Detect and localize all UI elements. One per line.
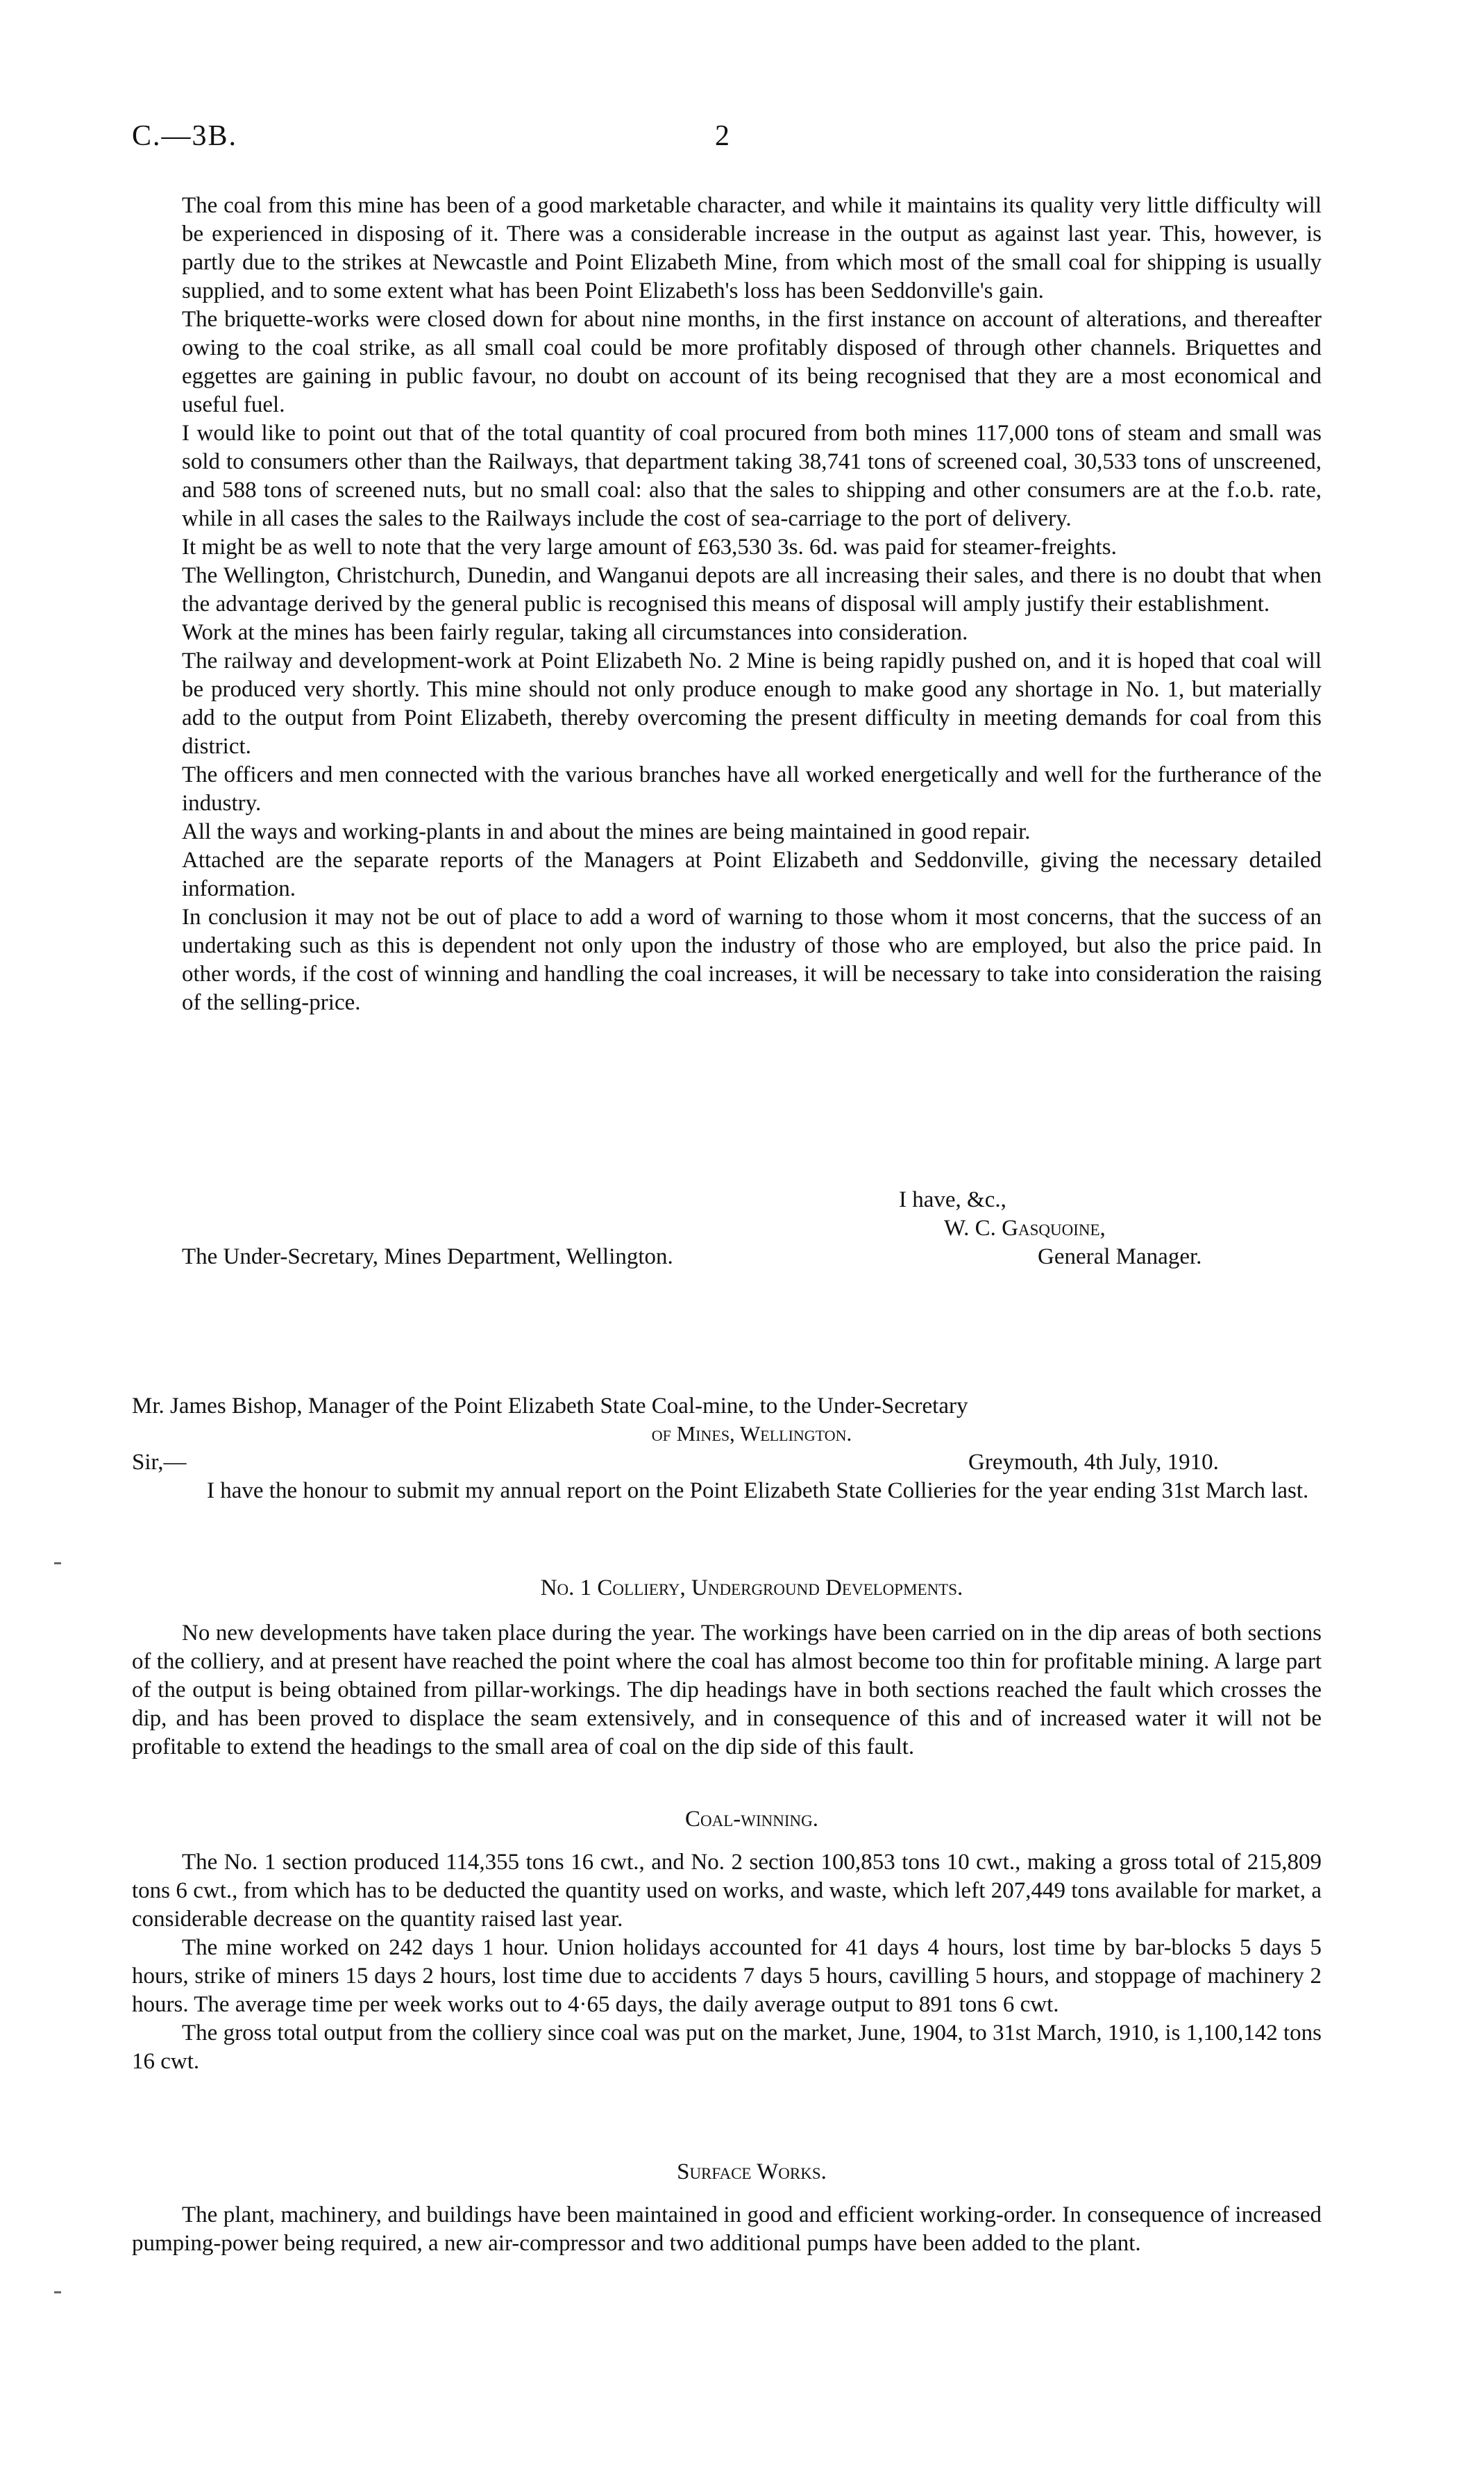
salutation: Sir,— xyxy=(132,1450,187,1475)
paragraph: Work at the mines has been fairly regular, taking all circumstances into consideration. xyxy=(182,620,968,645)
paragraph: Attached are the separate reports of the Managers at Point Elizabeth and Seddonville, giving the necessary detailed information. xyxy=(182,848,1322,901)
section-underground-body xyxy=(132,1619,1322,1762)
addressee: The Under-Secretary, Mines Department, Wellington. xyxy=(182,1244,673,1269)
paragraph: The briquette-works were closed down for about nine months, in the first instance on account of alterations, and thereafter owing to the coal strike, as all small coal could be more profitably disposed of through other channels. Briquettes and eggettes are gaining in public favour, no doubt on account of its being recognised that they are a most economical and useful fuel. xyxy=(182,307,1322,417)
paragraph: All the ways and working-plants in and about the mines are being maintained in good repair. xyxy=(182,819,1031,844)
paragraph: The gross total output from the colliery since coal was put on the market, June, 1904, to 31st March, 1910, is 1,100,142 tons 16 cwt. xyxy=(132,2020,1322,2074)
section-title-surface-works: Surface Works. xyxy=(677,2159,827,2184)
paragraph: The officers and men connected with the various branches have all worked energetically and well for the furtherance of the industry. xyxy=(182,762,1322,816)
report-heading-line1: Mr. James Bishop, Manager of the Point Elizabeth State Coal-mine, to the Under-Secretary xyxy=(132,1394,968,1419)
paragraph: The Wellington, Christchurch, Dunedin, and Wanganui depots are all increasing their sales, and there is no doubt that when the advantage derived by the general public is recognised this means of disposal will amply justify their establishment. xyxy=(182,563,1322,617)
paragraph: The coal from this mine has been of a good marketable character, and while it maintains its quality very little difficulty will be experienced in disposing of it. There was a considerable increase in the output as against last year. This, however, is partly due to the strikes at Newcastle and Point Elizabeth Mine, from which most of the small coal for shipping is usually supplied, and to some extent what has been Point Elizabeth's loss has been Seddonville's gain. xyxy=(182,193,1322,303)
scan-edge-mark xyxy=(54,2291,61,2293)
paragraph: In conclusion it may not be out of place to add a word of warning to those whom it most concerns, that the success of an undertaking such as this is dependent not only upon the industry of those who are employed, but also the price paid. In other words, if the cost of winning and handling the coal increases, it will be necessary to take into consideration the raising of the selling-price. xyxy=(182,905,1322,1015)
signature-name: W. C. Gasquoine, xyxy=(944,1216,1106,1241)
scan-edge-mark xyxy=(54,1562,61,1564)
paragraph: The No. 1 section produced 114,355 tons 16 cwt., and No. 2 section 100,853 tons 10 cwt., making a gross total of 215,809 tons 6 cwt., from which has to be deducted the quantity used on works, and waste, which left 207,449 tons available for market, a considerable decrease on the quantity raised last year. xyxy=(132,1850,1322,1932)
section-surface-body xyxy=(132,2201,1322,2258)
section-coal-winning-body xyxy=(132,1848,1322,2076)
report-intro xyxy=(182,1477,1322,1505)
paragraph: The plant, machinery, and buildings have been maintained in good and efficient working-order. In consequence of increased pumping-power being required, a new air-compressor and two additional pumps have been added to the plant. xyxy=(132,2202,1322,2256)
document-reference: C.—3B. xyxy=(132,120,238,152)
section-title-underground: No. 1 Colliery, Underground Developments. xyxy=(540,1575,963,1600)
paragraph: The railway and development-work at Point Elizabeth No. 2 Mine is being rapidly pushed on, and it is hoped that coal will be produced very shortly. This mine should not only produce enough to make good any shortage in No. 1, but materially add to the output from Point Elizabeth, thereby overcoming the present difficulty in meeting demands for coal from this district. xyxy=(182,649,1322,759)
report-date: Greymouth, 4th July, 1910. xyxy=(968,1450,1219,1475)
signature-title: General Manager. xyxy=(1038,1244,1202,1269)
page-number: 2 xyxy=(715,120,730,152)
paragraph: The mine worked on 242 days 1 hour. Union holidays accounted for 41 days 4 hours, lost time by bar-blocks 5 days 5 hours, strike of miners 15 days 2 hours, lost time due to accidents 7 days 5 hours, cavilling 5 hours, and stoppage of machinery 2 hours. The average time per week works out to 4·65 days, the daily average output to 891 tons 6 cwt. xyxy=(132,1935,1322,2017)
report-heading-line2: of Mines, Wellington. xyxy=(651,1421,852,1446)
paragraph: I would like to point out that of the total quantity of coal procured from both mines 117,000 tons of steam and small was sold to consumers other than the Railways, that department taking 38,741 tons of screened coal, 30,533 tons of unscreened, and 588 tons of screened nuts, but no small coal: also that the sales to shipping and other consumers are at the f.o.b. rate, while in all cases the sales to the Railways include the cost of sea-carriage to the port of delivery. xyxy=(182,421,1322,531)
section-title-coal-winning: Coal-winning. xyxy=(685,1807,818,1832)
signature-closing: I have, &c., xyxy=(899,1187,1006,1212)
paragraph: I have the honour to submit my annual report on the Point Elizabeth State Collieries for the year ending 31st March last. xyxy=(207,1478,1309,1503)
paragraph: No new developments have taken place during the year. The workings have been carried on in the dip areas of both sections of the colliery, and at present have reached the point where the coal has almost become too thin for profitable mining. A large part of the output is being obtained from pillar-workings. The dip headings have in both sections reached the fault which crosses the dip, and has been proved to displace the seam extensively, and in consequence of this and of increased water it will not be profitable to extend the headings to the small area of coal on the dip side of this fault. xyxy=(132,1621,1322,1759)
letter-body xyxy=(182,192,1322,1017)
paragraph: It might be as well to note that the very large amount of £63,530 3s. 6d. was paid for steamer-freights. xyxy=(182,535,1117,560)
